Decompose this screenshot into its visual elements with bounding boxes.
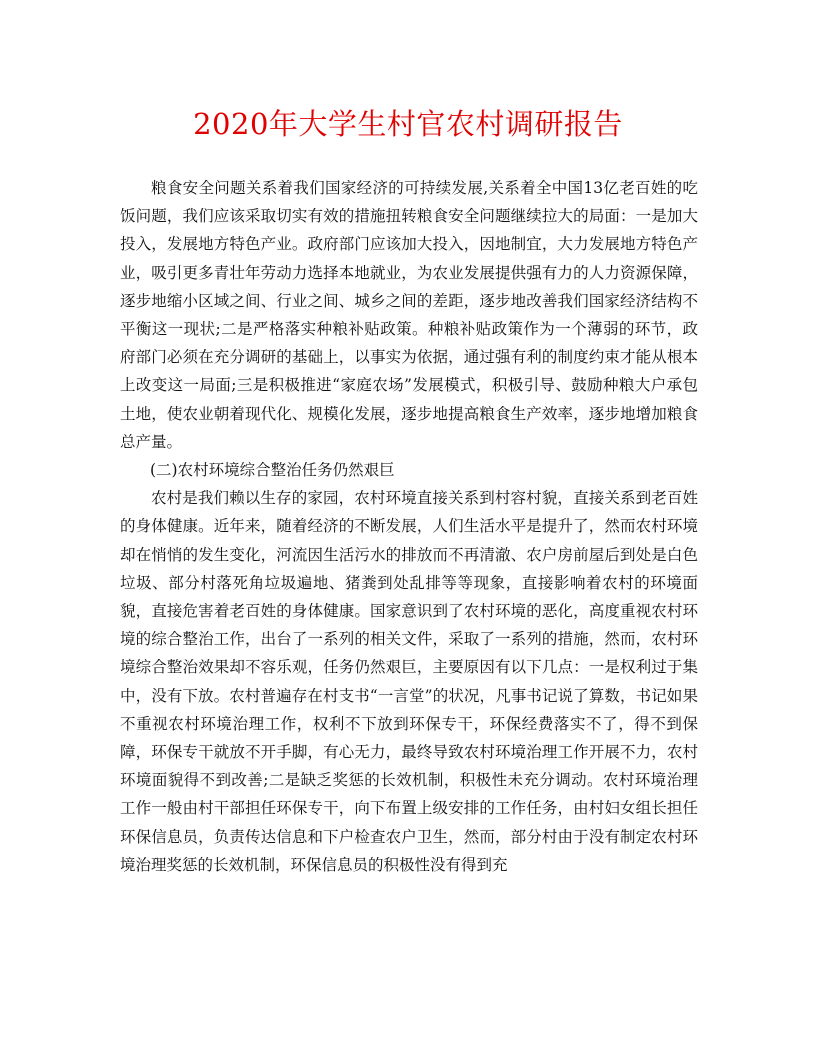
paragraph-rural-environment: 农村是我们赖以生存的家园，农村环境直接关系到村容村貌，直接关系到老百姓的身体健康。近年来，随着经济的不断发展，人们生活水平是提升了，然而农村环境却在悄悄的发生变化，河流因生活污水的排放而不再清澈、农户房前屋后到处是白色垃圾、部分村落死角垃圾遍地、猪粪到处乱排等等现象，直接影响着农村的环境面貌，直接危害着老百姓的身体健康。国家意识到了农村环境的恶化，高度重视农村环境的综合整治工作，出台了一系列的相关文件，采取了一系列的措施，然而，农村环境综合整治效果却不容乐观，任务仍然艰巨，主要原因有以下几点：一是权利过于集中，没有下放。农村普遍存在村支书“一言堂”的状况，凡事书记说了算数，书记如果不重视农村环境治理工作，权利不下放到环保专干，环保经费落实不了，得不到保障，环保专干就放不开手脚，有心无力，最终导致农村环境治理工作开展不力，农村环境面貌得不到改善;二是缺乏奖惩的长效机制，积极性未充分调动。农村环境治理工作一般由村干部担任环保专干，向下布置上级安排的工作任务，由村妇女组长担任环保信息员，负责传达信息和下户检查农户卫生，然而，部分村由于没有制定农村环境治理奖惩的长效机制，环保信息员的积极性没有得到充 bbox=[120, 489, 698, 874]
page-title: 2020年大学生村官农村调研报告 bbox=[193, 107, 623, 141]
paragraph-grain-security: 粮食安全问题关系着我们国家经济的可持续发展,关系着全中国13亿老百姓的吃饭问题，我们应该采取切实有效的措施扭转粮食安全问题继续拉大的局面：一是加大投入，发展地方特色产业。政府部门应该加大投入，因地制宜，大力发展地方特色产业，吸引更多青壮年劳动力选择本地就业，为农业发展提供强有力的人力资源保障，逐步地缩小区域之间、行业之间、城乡之间的差距，逐步地改善我们国家经济结构不平衡这一现状;二是严格落实种粮补贴政策。种粮补贴政策作为一个薄弱的环节，政府部门必须在充分调研的基础上，以事实为依据，通过强有利的制度约束才能从根本上改变这一局面;三是积极推进“家庭农场”发展模式，积极引导、鼓励种粮大户承包土地，使农业朝着现代化、规模化发展，逐步地提高粮食生产效率，逐步地增加粮食总产量。 bbox=[120, 179, 698, 451]
section-heading: (二)农村环境综合整治任务仍然艰巨 bbox=[150, 461, 395, 480]
document-body bbox=[120, 174, 698, 879]
